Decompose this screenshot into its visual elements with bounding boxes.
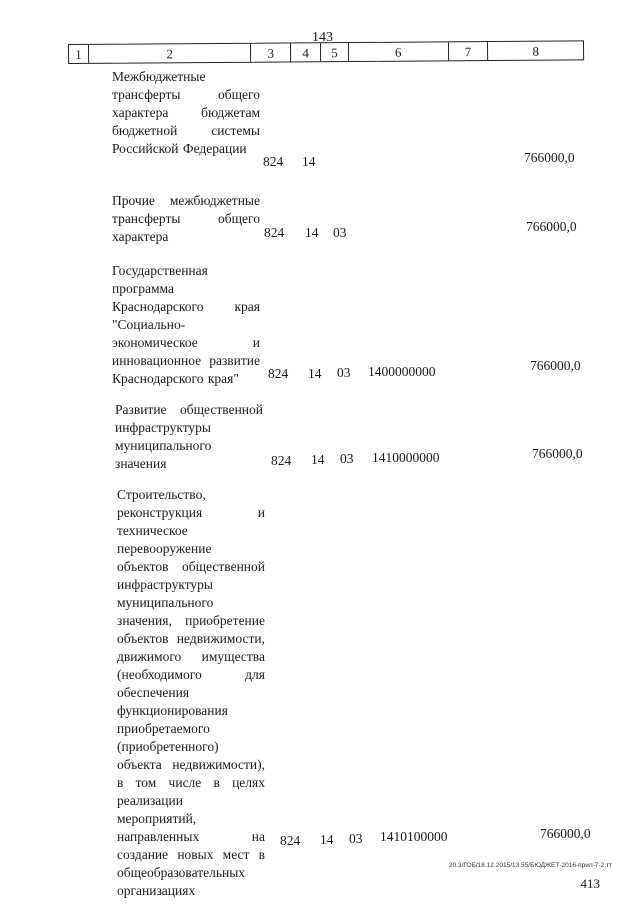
row-ved: 824 <box>264 225 285 240</box>
header-col-3: 3 <box>251 43 291 61</box>
row-ved: 824 <box>280 833 301 848</box>
row-name: Строительство, реконструкция и техническое перевооружение объектов общественной инфраструктуры муниципального значения, приобретение объектов недвижимости, движимого имущества (необходимого для обеспечения функционирования приобретаемого (приобретенного) объекта недвижимости), в том числе в целях реализации мероприятий, направленных на создание новых мест в общеобразовательных организациях <box>117 487 265 898</box>
row-pr: 03 <box>349 831 363 846</box>
header-col-6: 6 <box>349 42 449 61</box>
row-sum: 766000,0 <box>524 150 575 165</box>
row-rz: 14 <box>302 154 316 169</box>
table-header-row <box>68 40 584 64</box>
row-rz: 14 <box>308 366 322 381</box>
header-col-8: 8 <box>532 43 540 59</box>
row-pr: 03 <box>337 365 351 380</box>
header-col-5: 5 <box>321 43 349 61</box>
header-col-7: 7 <box>449 42 489 60</box>
row-csr: 1410000000 <box>372 450 440 465</box>
row-pr: 03 <box>340 451 354 466</box>
header-col-2: 2 <box>89 44 251 63</box>
row-ved: 824 <box>268 366 289 381</box>
page-number-bottom: 413 <box>580 876 600 891</box>
row-name: Прочие межбюджетные трансферты общего характера <box>112 193 260 244</box>
row-sum: 766000,0 <box>530 358 581 373</box>
footer-document-code: 20.3/ГОБ/18.12.2015/13.55/БЮДЖЕТ-2016-прил-7-2.тт <box>448 862 612 869</box>
header-col-4: 4 <box>291 43 321 61</box>
row-rz: 14 <box>320 832 334 847</box>
row-name: Межбюджетные трансферты общего характера бюджетам бюджетной системы Российской Федерации <box>112 69 260 156</box>
row-rz: 14 <box>311 452 325 467</box>
row-csr: 1410100000 <box>380 829 448 844</box>
row-csr: 1400000000 <box>368 364 436 379</box>
row-name: Развитие общественной инфраструктуры муниципального значения <box>115 402 263 471</box>
row-sum: 766000,0 <box>540 826 591 841</box>
row-ved: 824 <box>271 453 292 468</box>
row-name: Государственная программа Краснодарского края "Социально-экономическое и инновационное развитие Краснодарского края" <box>112 263 260 386</box>
row-ved: 824 <box>263 154 284 169</box>
row-pr: 03 <box>333 225 347 240</box>
row-sum: 766000,0 <box>526 219 577 234</box>
row-rz: 14 <box>305 225 319 240</box>
header-col-1: 1 <box>69 45 89 63</box>
page-number-top: 143 <box>312 30 333 45</box>
row-sum: 766000,0 <box>532 446 583 461</box>
